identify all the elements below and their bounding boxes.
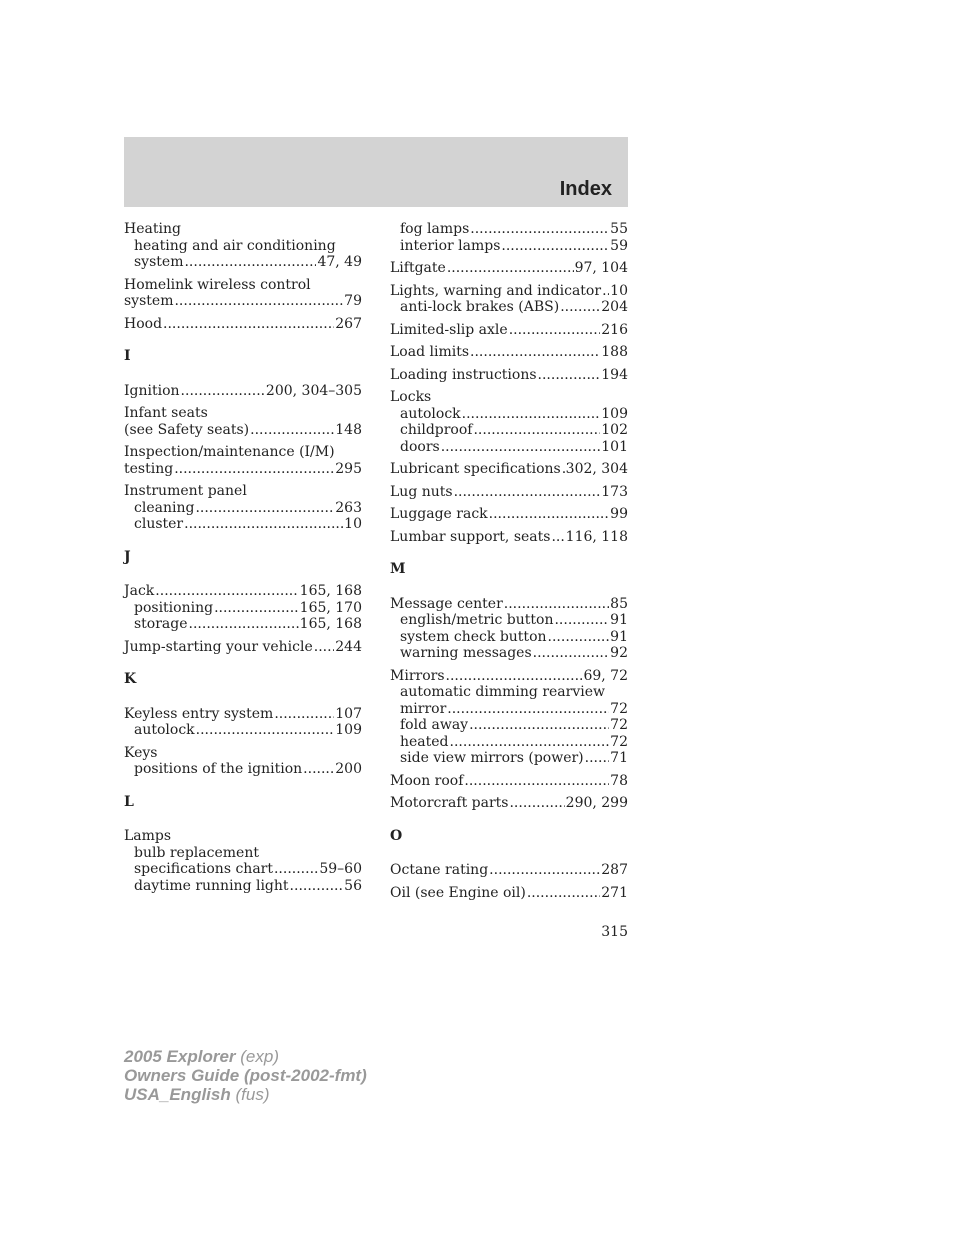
dot-leader — [548, 629, 610, 646]
index-entry — [124, 405, 362, 438]
entry-group — [390, 221, 628, 545]
dot-leader — [174, 293, 343, 310]
index-entry — [390, 461, 628, 478]
entry-page: 72 — [610, 700, 628, 717]
entry-page: 69, 72 — [583, 667, 628, 684]
index-subentry — [124, 761, 362, 778]
entry-page: 47, 49 — [317, 254, 362, 270]
entry-page: 188 — [601, 344, 628, 360]
dot-leader — [554, 612, 609, 629]
entry-text: Jump-starting your vehicle — [124, 638, 313, 655]
dot-leader — [464, 773, 609, 790]
entry-page: 56 — [344, 877, 362, 894]
entry-page: 295 — [335, 460, 362, 477]
dot-leader — [562, 461, 565, 478]
index-subentry — [390, 612, 628, 629]
entry-page: 165, 168 — [299, 583, 362, 599]
index-term — [124, 461, 362, 478]
index-entry — [390, 260, 628, 277]
entry-page: 165, 168 — [299, 616, 362, 632]
letter-heading-m: M — [390, 561, 406, 577]
entry-text: positions of the ignition — [134, 761, 303, 777]
index-term — [390, 484, 628, 501]
index-subentry — [390, 406, 628, 423]
index-entry — [390, 389, 628, 455]
entry-text: Hood — [124, 315, 163, 332]
index-subentry — [390, 299, 628, 316]
index-entry — [390, 484, 628, 501]
index-term — [124, 444, 362, 461]
index-entry — [124, 828, 362, 894]
dot-leader — [538, 367, 601, 384]
index-subentry — [390, 238, 628, 255]
entry-text: Message center — [390, 595, 503, 612]
footer-line-2 — [124, 1066, 367, 1085]
entry-text: cluster — [134, 516, 184, 532]
index-term — [124, 583, 362, 600]
entry-text: Jack — [124, 583, 155, 599]
footer-language-code: (fus) — [235, 1085, 270, 1104]
index-term — [390, 596, 628, 613]
index-entry — [390, 283, 628, 316]
dot-leader — [470, 344, 600, 361]
index-entry — [390, 773, 628, 790]
entry-page: 109 — [601, 405, 628, 422]
entry-page: 72 — [610, 717, 628, 733]
index-entry — [390, 367, 628, 384]
entry-text: interior lamps — [400, 237, 501, 254]
index-subentry — [124, 254, 362, 271]
dot-leader — [501, 238, 609, 255]
entry-page: 216 — [601, 321, 628, 338]
entry-page: 78 — [610, 772, 628, 789]
dot-leader — [184, 254, 316, 271]
dot-leader — [447, 260, 574, 277]
index-entry — [124, 444, 362, 477]
entry-text: system check button — [400, 628, 547, 645]
index-term — [124, 706, 362, 723]
dot-leader — [509, 322, 601, 339]
entry-text: Heating — [124, 221, 181, 237]
index-subentry — [390, 439, 628, 456]
entry-page: 267 — [335, 315, 362, 332]
entry-text: mirror — [400, 700, 447, 717]
dot-leader — [290, 878, 344, 895]
entry-text: system — [124, 293, 174, 309]
index-subentry — [124, 861, 362, 878]
index-term — [390, 529, 628, 546]
dot-leader — [314, 639, 334, 656]
footer-line-3 — [124, 1085, 367, 1104]
dot-leader — [533, 645, 610, 662]
dot-leader — [441, 439, 601, 456]
entry-group — [124, 706, 362, 778]
index-entry — [390, 885, 628, 902]
dot-leader — [155, 583, 298, 600]
dot-leader — [450, 734, 610, 751]
entry-text: Limited-slip axle — [390, 321, 508, 338]
index-term — [124, 405, 362, 422]
entry-text: (see Safety seats) — [124, 421, 250, 438]
entry-page: 59 — [610, 237, 628, 254]
dot-leader — [196, 722, 335, 739]
dot-leader — [250, 422, 334, 439]
dot-leader — [189, 616, 299, 633]
entry-page: 91 — [610, 628, 628, 645]
dot-leader — [446, 668, 583, 685]
index-subentry — [124, 878, 362, 895]
entry-text: storage — [134, 616, 188, 632]
index-entry — [390, 506, 628, 523]
entry-page: 109 — [335, 722, 362, 738]
index-entry — [124, 706, 362, 739]
index-entry — [390, 221, 628, 254]
entry-page: 101 — [601, 438, 628, 455]
index-entry — [390, 596, 628, 662]
index-subentry — [124, 845, 362, 862]
dot-leader — [274, 861, 318, 878]
index-term — [390, 260, 628, 277]
index-term — [390, 461, 628, 478]
entry-text: Infant seats — [124, 405, 208, 421]
page-number: 315 — [601, 924, 628, 940]
entry-text: Liftgate — [390, 260, 446, 276]
dot-leader — [163, 316, 334, 333]
entry-page: 55 — [610, 221, 628, 237]
entry-text: Lights, warning and indicator — [390, 282, 602, 299]
entry-text: autolock — [400, 405, 461, 422]
dot-leader — [509, 795, 564, 812]
index-term — [390, 389, 628, 406]
entry-page: 263 — [335, 499, 362, 516]
dot-leader — [551, 529, 564, 546]
dot-leader — [470, 221, 609, 238]
entry-page: 204 — [601, 299, 628, 315]
entry-text: heated — [400, 733, 449, 750]
index-entry — [124, 639, 362, 656]
index-entry — [124, 316, 362, 333]
entry-text: Lamps — [124, 828, 172, 844]
dot-leader — [195, 500, 334, 517]
index-subentry — [124, 600, 362, 617]
entry-text: testing — [124, 460, 174, 477]
letter-heading-j: J — [124, 548, 131, 565]
index-term — [390, 773, 628, 790]
entry-text: fold away — [400, 717, 469, 733]
index-subentry — [390, 750, 628, 767]
index-entry — [390, 862, 628, 879]
entry-text: Lug nuts — [390, 483, 453, 500]
entry-page: 244 — [335, 638, 362, 655]
index-entry — [124, 483, 362, 533]
index-term — [390, 506, 628, 523]
entry-page: 173 — [601, 483, 628, 500]
dot-leader — [181, 383, 265, 400]
entry-text: Lumbar support, seats — [390, 528, 551, 545]
index-term — [390, 367, 628, 384]
entry-group — [124, 828, 362, 894]
entry-text: heating and air conditioning — [134, 237, 336, 254]
index-term — [124, 828, 362, 845]
entry-text: positioning — [134, 599, 214, 616]
index-subentry — [390, 717, 628, 734]
entry-text: Instrument panel — [124, 483, 247, 499]
footer-line-1 — [124, 1047, 367, 1066]
dot-leader — [274, 706, 334, 723]
index-entry — [124, 383, 362, 400]
dot-leader — [602, 283, 609, 300]
dot-leader — [527, 885, 600, 902]
index-subentry — [124, 238, 362, 255]
index-entry — [390, 529, 628, 546]
entry-page: 85 — [610, 595, 628, 612]
dot-leader — [585, 750, 610, 767]
index-subentry — [390, 422, 628, 439]
entry-text: Mirrors — [390, 667, 445, 684]
index-term — [124, 639, 362, 656]
entry-group — [390, 862, 628, 901]
dot-leader — [303, 761, 334, 778]
index-subentry — [390, 645, 628, 662]
entry-text: bulb replacement — [134, 844, 259, 861]
entry-page: 194 — [601, 366, 628, 383]
index-term — [390, 322, 628, 339]
entry-group — [124, 221, 362, 332]
index-term — [390, 344, 628, 361]
entry-text: Lubricant specifications — [390, 461, 561, 477]
entry-text: Moon roof — [390, 772, 464, 789]
index-entry — [124, 583, 362, 633]
entry-page: 92 — [610, 645, 628, 661]
index-term — [124, 483, 362, 500]
entry-page: 165, 170 — [299, 599, 362, 616]
entry-text: automatic dimming rearview — [400, 684, 606, 700]
entry-text: autolock — [134, 722, 195, 738]
entry-text: Loading instructions — [390, 366, 537, 383]
entry-text: Keys — [124, 744, 158, 761]
entry-text: daytime running light — [134, 877, 289, 894]
entry-page: 72 — [610, 733, 628, 750]
footer-guide: Owners Guide (post-2002-fmt) — [124, 1066, 367, 1085]
index-term — [124, 383, 362, 400]
entry-page: 59–60 — [319, 861, 362, 877]
footer-model-code: (exp) — [240, 1047, 279, 1066]
entry-text: Load limits — [390, 344, 470, 360]
entry-group — [390, 596, 628, 812]
index-term — [124, 277, 362, 294]
dot-leader — [454, 484, 601, 501]
entry-page: 200 — [335, 761, 362, 777]
entry-text: Keyless entry system — [124, 705, 274, 722]
index-entry — [390, 344, 628, 361]
entry-text: system — [134, 254, 184, 270]
dot-leader — [174, 461, 334, 478]
dot-leader — [214, 600, 299, 617]
footer-language: USA_English — [124, 1085, 231, 1104]
index-entry — [124, 221, 362, 271]
entry-page: 287 — [601, 862, 628, 878]
entry-text: childproof — [400, 422, 473, 438]
index-subentry — [390, 701, 628, 718]
index-subentry — [124, 722, 362, 739]
entry-text: cleaning — [134, 499, 195, 516]
dot-leader — [473, 422, 600, 439]
index-column-left — [124, 221, 362, 900]
entry-page: 116, 118 — [565, 528, 628, 545]
index-entry — [390, 795, 628, 812]
index-term — [124, 221, 362, 238]
index-subentry — [124, 616, 362, 633]
entry-text: anti-lock brakes (ABS) — [400, 299, 560, 315]
index-term — [124, 293, 362, 310]
footer-model: 2005 Explorer — [124, 1047, 236, 1066]
entry-text: Octane rating — [390, 862, 489, 878]
entry-page: 79 — [344, 293, 362, 309]
entry-page: 107 — [335, 705, 362, 722]
entry-text: Motorcraft parts — [390, 795, 509, 811]
dot-leader — [489, 862, 600, 879]
section-header-bar — [124, 137, 628, 207]
index-subentry — [390, 629, 628, 646]
entry-page: 97, 104 — [574, 260, 628, 276]
index-subentry — [390, 734, 628, 751]
entry-text: specifications chart — [134, 861, 273, 877]
entry-page: 10 — [610, 282, 628, 299]
index-term — [124, 316, 362, 333]
entry-page: 200, 304–305 — [265, 382, 362, 399]
dot-leader — [560, 299, 600, 316]
index-term — [390, 283, 628, 300]
letter-heading-o: O — [390, 827, 403, 844]
entry-text: side view mirrors (power) — [400, 750, 584, 766]
index-subentry — [124, 516, 362, 533]
dot-leader — [469, 717, 609, 734]
entry-group — [124, 583, 362, 655]
entry-text: fog lamps — [400, 221, 470, 237]
dot-leader — [504, 596, 609, 613]
letter-heading-k: K — [124, 671, 137, 687]
dot-leader — [489, 506, 610, 523]
index-entry — [390, 668, 628, 767]
entry-text: english/metric button — [400, 612, 554, 628]
entry-page: 148 — [335, 421, 362, 438]
entry-page: 91 — [610, 612, 628, 628]
entry-page: 271 — [601, 884, 628, 901]
entry-text: doors — [400, 438, 440, 455]
document-footer — [124, 1047, 367, 1104]
letter-heading-i: I — [124, 348, 131, 364]
index-term — [390, 795, 628, 812]
dot-leader — [184, 516, 343, 533]
index-subentry — [124, 500, 362, 517]
entry-page: 302, 304 — [565, 461, 628, 477]
index-subentry — [390, 221, 628, 238]
index-term — [124, 422, 362, 439]
index-subentry — [390, 684, 628, 701]
index-term — [124, 745, 362, 762]
entry-page: 102 — [601, 422, 628, 438]
entry-text: Inspection/maintenance (I/M) — [124, 444, 335, 460]
index-entry — [124, 277, 362, 310]
section-title: Index — [559, 178, 612, 200]
entry-group — [124, 383, 362, 533]
index-term — [390, 668, 628, 685]
index-entry — [124, 745, 362, 778]
index-column-right — [390, 221, 628, 907]
dot-leader — [447, 701, 609, 718]
index-entry — [390, 322, 628, 339]
entry-text: warning messages — [400, 645, 532, 661]
entry-text: Ignition — [124, 382, 180, 399]
index-term — [390, 862, 628, 879]
entry-text: Locks — [390, 389, 432, 405]
index-term — [390, 885, 628, 902]
entry-page: 99 — [610, 506, 628, 522]
entry-text: Luggage rack — [390, 506, 488, 522]
letter-heading-l: L — [124, 793, 134, 810]
entry-text: Homelink wireless control — [124, 276, 311, 293]
dot-leader — [462, 406, 601, 423]
entry-page: 290, 299 — [565, 795, 628, 811]
entry-text: Oil (see Engine oil) — [390, 884, 526, 901]
entry-page: 71 — [610, 750, 628, 766]
entry-page: 10 — [344, 516, 362, 532]
